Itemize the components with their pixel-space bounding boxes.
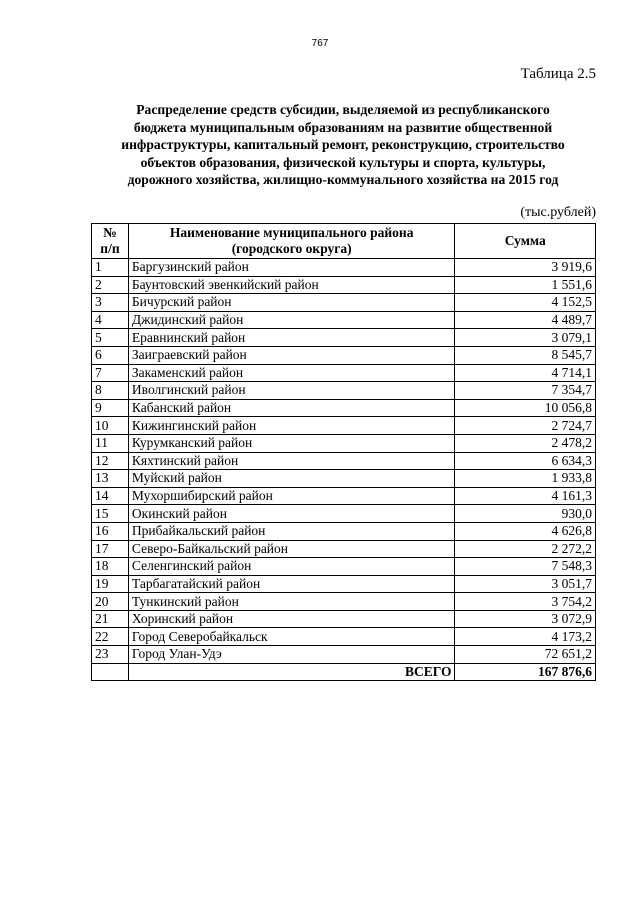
table-row: [92, 346, 596, 364]
title-line: дорожного хозяйства, жилищно-коммунального хозяйства на 2015 год: [127, 172, 559, 187]
row-number: 11: [92, 434, 129, 452]
row-sum: 8 545,7: [455, 346, 596, 364]
subsidy-table: [91, 223, 596, 681]
row-district-name: Город Улан-Удэ: [128, 646, 455, 664]
table-row: [92, 382, 596, 400]
row-number: 5: [92, 329, 129, 347]
table-row: [92, 311, 596, 329]
row-number: 21: [92, 610, 129, 628]
row-sum: 4 161,3: [455, 487, 596, 505]
row-number: 19: [92, 575, 129, 593]
row-district-name: Тункинский район: [128, 593, 455, 611]
table-row: [92, 593, 596, 611]
row-number: 14: [92, 487, 129, 505]
page-number: 767: [311, 38, 329, 49]
row-district-name: Джидинский район: [128, 311, 455, 329]
table-row: [92, 399, 596, 417]
header-number-line2: п/п: [100, 241, 120, 256]
table-row: [92, 575, 596, 593]
row-sum: 7 354,7: [455, 382, 596, 400]
total-sum: 167 876,6: [455, 663, 596, 681]
row-district-name: Курумканский район: [128, 434, 455, 452]
row-number: 23: [92, 646, 129, 664]
header-name-line1: Наименование муниципального района: [169, 225, 414, 240]
table-row: [92, 434, 596, 452]
table-body: [92, 259, 596, 664]
table-row: [92, 540, 596, 558]
row-number: 9: [92, 399, 129, 417]
row-sum: 2 724,7: [455, 417, 596, 435]
row-sum: 4 714,1: [455, 364, 596, 382]
row-number: 16: [92, 522, 129, 540]
row-sum: 3 754,2: [455, 593, 596, 611]
row-district-name: Иволгинский район: [128, 382, 455, 400]
row-district-name: Селенгинский район: [128, 558, 455, 576]
row-district-name: Кабанский район: [128, 399, 455, 417]
row-district-name: Прибайкальский район: [128, 522, 455, 540]
row-sum: 3 051,7: [455, 575, 596, 593]
title-line: инфраструктуры, капитальный ремонт, реконструкцию, строительство: [121, 137, 565, 152]
row-district-name: Окинский район: [128, 505, 455, 523]
row-district-name: Закаменский район: [128, 364, 455, 382]
row-number: 13: [92, 470, 129, 488]
units-label: (тыс.рублей): [520, 205, 596, 220]
row-sum: 72 651,2: [455, 646, 596, 664]
header-name-line2: (городского округа): [231, 241, 352, 256]
row-number: 4: [92, 311, 129, 329]
row-district-name: Бичурский район: [128, 294, 455, 312]
total-empty-cell: [92, 663, 129, 681]
table-row: [92, 487, 596, 505]
table-row: [92, 628, 596, 646]
header-number-line1: №: [103, 225, 117, 240]
title-line: бюджета муниципальным образованиям на развитие общественной: [133, 119, 553, 135]
row-sum: 4 173,2: [455, 628, 596, 646]
table-row: [92, 558, 596, 576]
header-sum: Сумма: [455, 224, 596, 259]
row-number: 17: [92, 540, 129, 558]
row-sum: 7 548,3: [455, 558, 596, 576]
table-row: [92, 329, 596, 347]
row-sum: 3 079,1: [455, 329, 596, 347]
table-row: [92, 417, 596, 435]
table-row: [92, 522, 596, 540]
table-label: Таблица 2.5: [520, 66, 596, 82]
header-name: [128, 224, 455, 259]
row-number: 1: [92, 259, 129, 277]
row-district-name: Хоринский район: [128, 610, 455, 628]
row-district-name: Город Северобайкальск: [128, 628, 455, 646]
row-number: 22: [92, 628, 129, 646]
row-sum: 2 478,2: [455, 434, 596, 452]
table-row: [92, 276, 596, 294]
title-line: Распределение средств субсидии, выделяемой из республиканского: [136, 102, 550, 117]
row-number: 7: [92, 364, 129, 382]
title-line: объектов образования, физической культуры и спорта, культуры,: [140, 154, 546, 170]
table-row: [92, 364, 596, 382]
row-district-name: Мухоршибирский район: [128, 487, 455, 505]
row-district-name: Еравнинский район: [128, 329, 455, 347]
table-header-row: [92, 224, 596, 259]
row-number: 8: [92, 382, 129, 400]
row-district-name: Муйский район: [128, 470, 455, 488]
document-title: [88, 101, 598, 189]
row-district-name: Тарбагатайский район: [128, 575, 455, 593]
table-row: [92, 505, 596, 523]
table-row: [92, 259, 596, 277]
row-sum: 3 919,6: [455, 259, 596, 277]
row-district-name: Кижингинский район: [128, 417, 455, 435]
row-sum: 4 152,5: [455, 294, 596, 312]
row-number: 3: [92, 294, 129, 312]
row-number: 20: [92, 593, 129, 611]
row-district-name: Кяхтинский район: [128, 452, 455, 470]
row-sum: 1 551,6: [455, 276, 596, 294]
row-number: 12: [92, 452, 129, 470]
table-row: [92, 470, 596, 488]
table-row: [92, 452, 596, 470]
row-sum: 1 933,8: [455, 470, 596, 488]
table-total-row: [92, 663, 596, 681]
row-number: 15: [92, 505, 129, 523]
row-sum: 2 272,2: [455, 540, 596, 558]
header-number: [92, 224, 129, 259]
row-number: 2: [92, 276, 129, 294]
row-sum: 3 072,9: [455, 610, 596, 628]
row-number: 10: [92, 417, 129, 435]
row-district-name: Баргузинский район: [128, 259, 455, 277]
row-district-name: Заиграевский район: [128, 346, 455, 364]
table-row: [92, 610, 596, 628]
table-row: [92, 646, 596, 664]
row-sum: 4 626,8: [455, 522, 596, 540]
row-district-name: Северо-Байкальский район: [128, 540, 455, 558]
row-district-name: Баунтовский эвенкийский район: [128, 276, 455, 294]
table-row: [92, 294, 596, 312]
row-number: 18: [92, 558, 129, 576]
row-number: 6: [92, 346, 129, 364]
row-sum: 6 634,3: [455, 452, 596, 470]
row-sum: 930,0: [455, 505, 596, 523]
row-sum: 4 489,7: [455, 311, 596, 329]
row-sum: 10 056,8: [455, 399, 596, 417]
total-label: ВСЕГО: [128, 663, 455, 681]
